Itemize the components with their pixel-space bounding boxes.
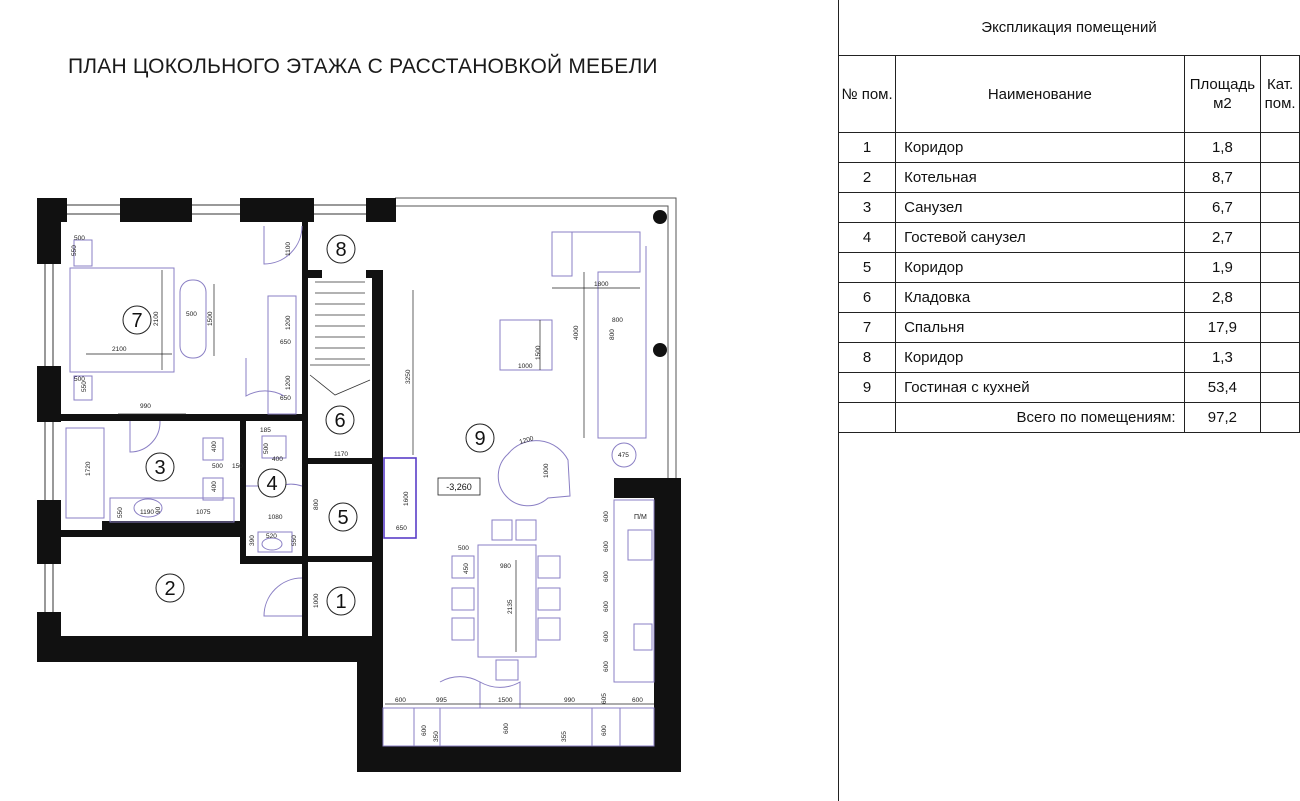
row-cat [1261,163,1300,193]
fridge-label: П/М [634,514,647,521]
row-cat [1261,193,1300,223]
dim-bottom-605: 605 [601,693,608,704]
dim-2135: 2135 [507,599,514,614]
table-row [839,253,1300,283]
table-row [839,283,1300,313]
dim-800-a: 800 [612,317,623,324]
dim-650-a: 650 [280,339,291,346]
room-number-9: 9 [474,428,486,450]
table-row [839,163,1300,193]
dim-800-b: 800 [609,329,616,340]
row-num: 5 [839,253,896,283]
dim-1500-a: 1500 [207,311,214,326]
dim-400-c: 400 [272,456,283,463]
table-row [839,133,1300,163]
total-num [839,403,896,433]
dim-150: 150 [232,463,243,470]
row-name: Санузел [896,193,1184,223]
row-num: 4 [839,223,896,253]
dim-3250: 3250 [405,369,412,384]
row-name: Коридор [896,343,1184,373]
row-name: Котельная [896,163,1184,193]
dim-500-b: 500 [186,311,197,318]
table-row [839,343,1300,373]
dim-500-f: 500 [458,545,469,552]
dim-kitchen-600-b: 600 [603,541,610,552]
dim-bottom-600-a: 600 [395,697,406,704]
dim-650-c: 650 [396,525,407,532]
row-cat [1261,133,1300,163]
row-cat [1261,253,1300,283]
dim-650-b: 650 [280,395,291,402]
level-mark: -3,260 [446,482,472,492]
row-num: 7 [839,313,896,343]
dim-800-c: 800 [313,499,320,510]
dim-520: 520 [266,533,277,540]
dim-500-d: 500 [212,463,223,470]
total-cat [1261,403,1300,433]
table-header-row [839,56,1300,133]
room-number-2: 2 [164,578,176,600]
dim-kitchen-600-e: 600 [603,631,610,642]
dim-1000-a: 1000 [518,363,533,370]
row-num: 8 [839,343,896,373]
row-area: 2,8 [1184,283,1261,313]
dim-990-a: 990 [140,403,151,410]
dim-1080: 1080 [268,514,283,521]
row-cat [1261,283,1300,313]
dim-bottom-355: 355 [561,731,568,742]
room-number-6: 6 [334,410,346,432]
table-row [839,373,1300,403]
dim-2100-w: 2100 [112,346,127,353]
table-row [839,193,1300,223]
dim-1000-b: 1000 [543,463,550,478]
column-mid-right [653,343,667,357]
row-area: 6,7 [1184,193,1261,223]
dim-1075: 1075 [196,509,211,516]
dim-1800: 1800 [594,281,609,288]
dim-kitchen-600-a: 600 [603,511,610,522]
interior-walls [61,222,372,636]
dim-500-a: 500 [74,235,85,242]
table-row [839,223,1300,253]
table-total-row [839,403,1300,433]
dim-bottom-350: 350 [433,731,440,742]
row-name: Коридор [896,133,1184,163]
dim-185: 185 [260,427,271,434]
dim-1720: 1720 [85,461,92,476]
dim-500-c: 500 [74,376,85,383]
dim-550-a: 550 [71,245,78,256]
dim-1170: 1170 [334,451,348,458]
room-number-1: 1 [335,591,347,613]
row-num: 3 [839,193,896,223]
row-cat [1261,313,1300,343]
row-cat [1261,223,1300,253]
rooms-table [838,55,1300,433]
dim-1500-b: 1500 [535,345,542,360]
header-name: Наименование [896,56,1184,133]
dim-bottom-1500: 1500 [498,697,513,704]
dim-1190: 1190 [140,509,154,516]
dim-bottom-600-d: 600 [503,723,510,734]
dim-1200-b: 1200 [285,375,292,390]
explication-panel [838,0,1300,426]
dim-1200-c: 1200 [518,435,535,446]
dim-kitchen-600-c: 600 [603,571,610,582]
total-label: Всего по помещениям: [896,403,1184,433]
room-number-7: 7 [131,310,143,332]
row-area: 2,7 [1184,223,1261,253]
dim-550-c: 550 [117,507,124,518]
total-area: 97,2 [1184,403,1261,433]
dim-1200-a: 1200 [285,315,292,330]
dim-450: 450 [463,563,470,574]
dim-980: 980 [500,563,511,570]
row-area: 1,9 [1184,253,1261,283]
plan-title: ПЛАН ЦОКОЛЬНОГО ЭТАЖА С РАССТАНОВКОЙ МЕБЕЛИ [68,55,658,78]
dim-1100: 1100 [285,242,292,256]
column-top-right [653,210,667,224]
dim-400-b: 400 [211,481,218,492]
header-area: Площадь м2 [1184,56,1261,133]
row-num: 2 [839,163,896,193]
row-area: 1,8 [1184,133,1261,163]
row-area: 1,3 [1184,343,1261,373]
windows [45,205,366,612]
dim-2100-h: 2100 [153,311,160,326]
row-area: 17,9 [1184,313,1261,343]
row-cat [1261,343,1300,373]
dim-4000: 4000 [573,325,580,340]
dim-550-d: 550 [291,535,298,546]
dim-1000-c: 1000 [313,593,320,608]
header-cat: Кат. пом. [1261,56,1300,133]
dim-475: 475 [618,452,629,459]
dim-bottom-600-b: 600 [632,697,643,704]
table-row [839,313,1300,343]
terrace-outline [395,198,676,478]
room-number-5: 5 [337,507,349,529]
room-number-8: 8 [335,239,347,261]
row-cat [1261,373,1300,403]
dim-bottom-600-c: 600 [421,725,428,736]
row-name: Кладовка [896,283,1184,313]
doors [130,226,520,708]
room-number-3: 3 [154,457,166,479]
room-number-4: 4 [266,473,278,495]
row-name: Коридор [896,253,1184,283]
dim-kitchen-600-f: 600 [603,661,610,672]
dim-kitchen-600-d: 600 [603,601,610,612]
row-name: Спальня [896,313,1184,343]
staircase [310,282,370,395]
explication-title: Экспликация помещений [838,0,1300,56]
row-area: 53,4 [1184,373,1261,403]
row-area: 8,7 [1184,163,1261,193]
row-num: 9 [839,373,896,403]
row-num: 6 [839,283,896,313]
dim-bottom-600-e: 600 [601,725,608,736]
dim-90: 90 [155,506,162,514]
dim-1600: 1600 [403,491,410,506]
row-name: Гостиная с кухней [896,373,1184,403]
dim-bottom-995: 995 [436,697,447,704]
row-num: 1 [839,133,896,163]
dim-bottom-990: 990 [564,697,575,704]
dim-400-a: 400 [211,441,218,452]
dim-500-e: 500 [263,443,270,454]
row-name: Гостевой санузел [896,223,1184,253]
header-num: № пом. [839,56,896,133]
exterior-walls [37,198,681,772]
dim-550-b: 550 [81,381,88,392]
dim-390: 390 [249,535,256,546]
